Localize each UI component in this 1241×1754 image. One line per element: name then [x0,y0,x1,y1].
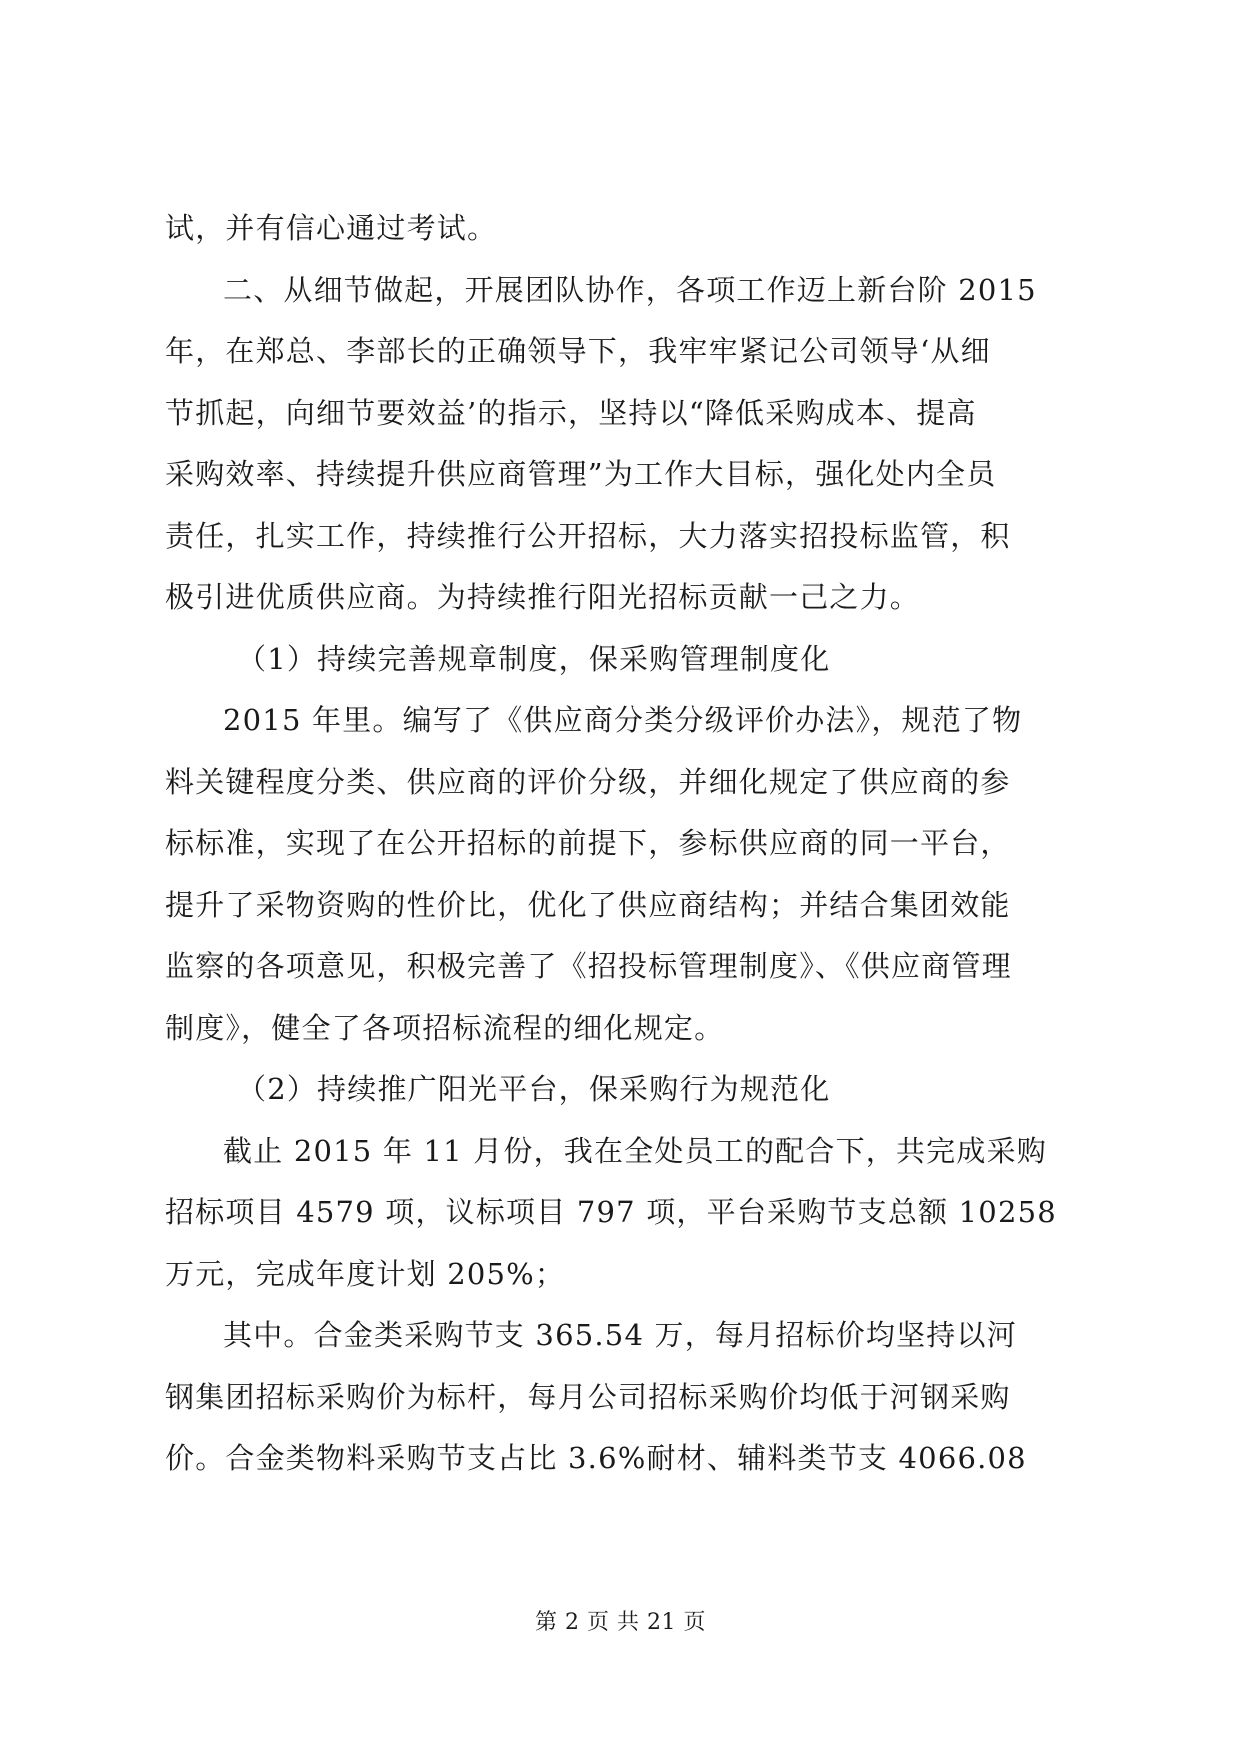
text-line: 试，并有信心通过考试。 [165,211,498,245]
text-line: 年，在郑总、李部长的正确领导下，我牢牢紧记公司领导‘从细 [165,334,991,368]
text-line: 料关键程度分类、供应商的评价分级，并细化规定了供应商的参 [165,764,1011,799]
page-number-footer: 第 2 页 共 21 页 [535,1610,706,1635]
text-line: 标标准，实现了在公开招标的前提下，参标供应商的同一平台， [165,826,1011,860]
text-line: 制度》，健全了各项招标流程的细化规定。 [165,1010,725,1045]
text-line: 2015 年里。编写了《供应商分类分级评价办法》，规范了物 [223,703,1023,737]
text-line: 节抓起，向细节要效益’的指示，坚持以“降低采购成本、提高 [165,395,977,430]
text-line: 万元，完成年度计划 205%； [165,1256,566,1291]
text-line: 招标项目 4579 项，议标项目 797 项，平台采购节支总额 10258 [165,1195,1057,1229]
text-line: 其中。合金类采购节支 365.54 万，每月招标价均坚持以河 [223,1318,1017,1352]
text-line: 钢集团招标采购价为标杆，每月公司招标采购价均低于河钢采购 [165,1379,1011,1414]
text-line: 价。合金类物料采购节支占比 3.6%耐材、辅料类节支 4066.08 [165,1441,1027,1475]
section-heading: （1）持续完善规章制度，保采购管理制度化 [237,641,831,676]
text-line: 二、从细节做起，开展团队协作，各项工作迈上新台阶 2015 [223,272,1037,307]
text-line: 采购效率、持续提升供应商管理”为工作大目标，强化处内全员 [165,457,997,491]
document-body [165,198,1085,1490]
section-heading: （2）持续推广阳光平台，保采购行为规范化 [237,1072,831,1106]
text-line: 监察的各项意见，积极完善了《招投标管理制度》、《供应商管理 [165,949,1012,983]
text-line: 责任，扎实工作，持续推行公开招标，大力落实招投标监管，积 [165,518,1011,553]
text-line: 截止 2015 年 11 月份，我在全处员工的配合下，共完成采购 [223,1133,1047,1168]
text-line: 提升了采物资购的性价比，优化了供应商结构；并结合集团效能 [165,887,1011,922]
text-line: 极引进优质供应商。为持续推行阳光招标贡献一己之力。 [165,580,921,614]
